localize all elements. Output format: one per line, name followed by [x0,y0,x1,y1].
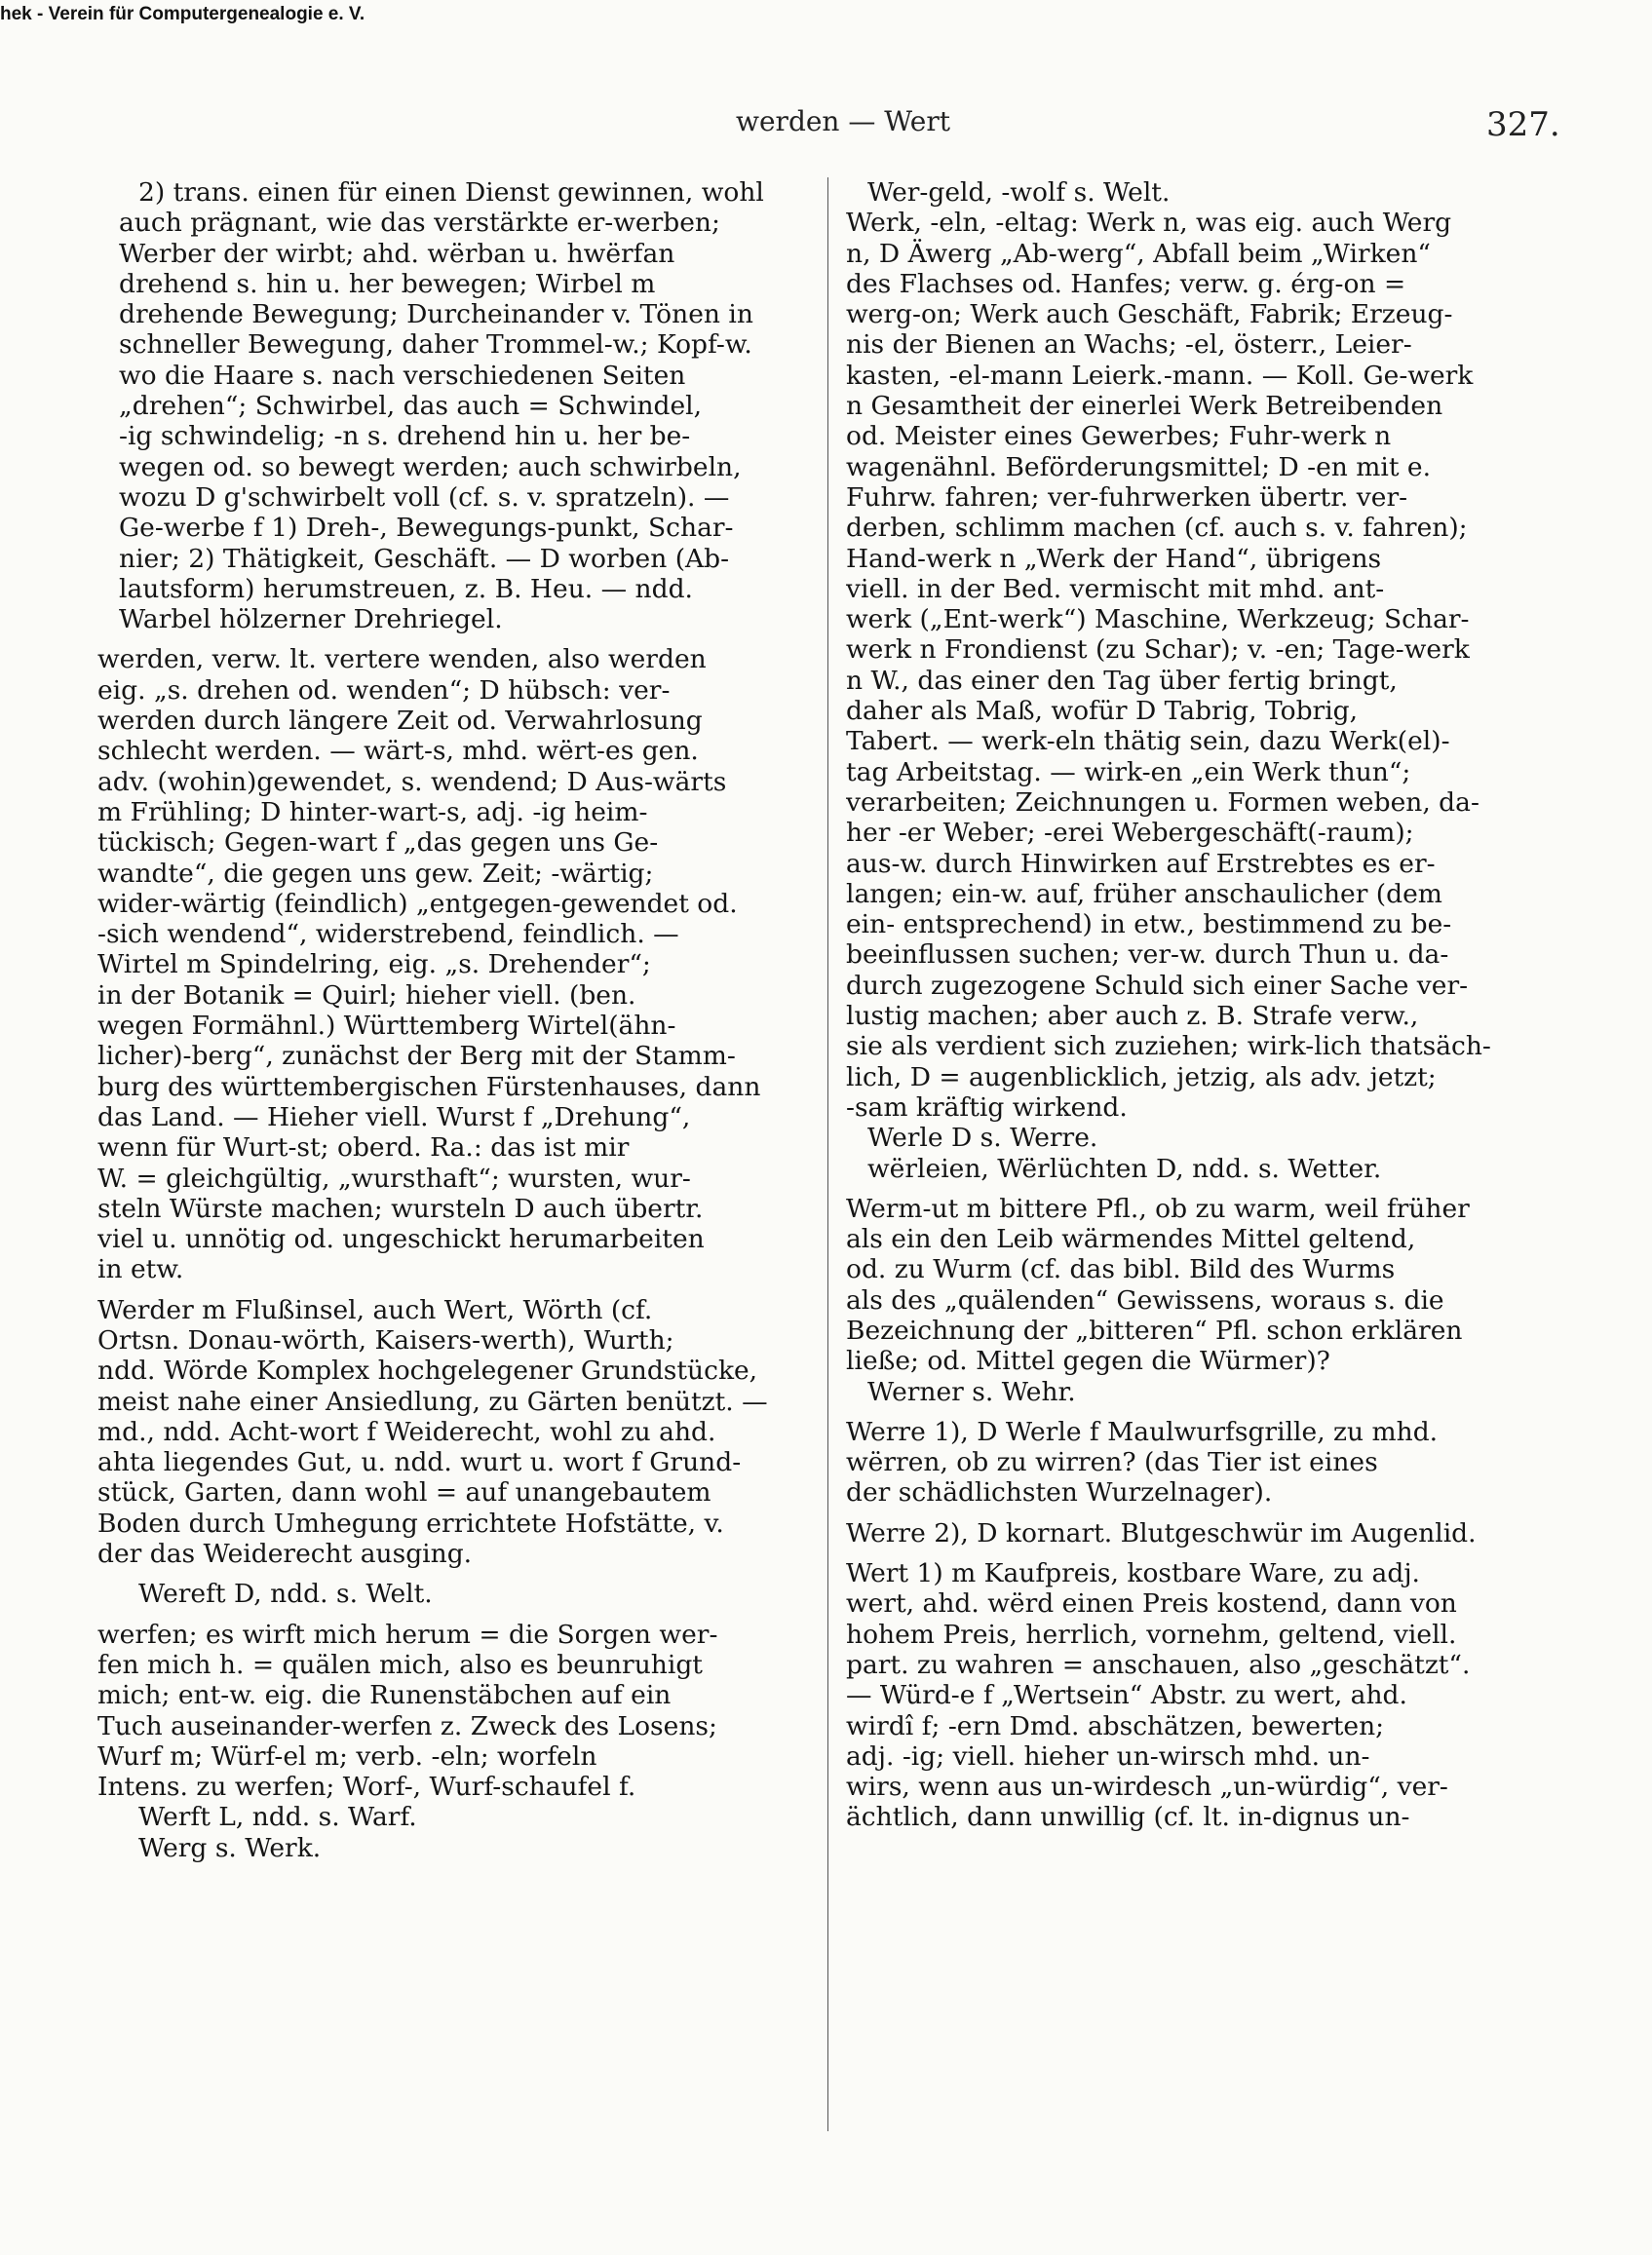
text-line: wider-wärtig (feindlich) „entgegen-gewendet od. [97,888,738,919]
text-line: werfen; es wirft mich herum = die Sorgen wer- [97,1619,718,1650]
page-number: 327. [1486,105,1560,144]
text-line: ndd. Wörde Komplex hochgelegener Grundstücke, [97,1356,758,1387]
text-line: drehende Bewegung; Durcheinander v. Tönen in [119,299,753,330]
text-line: beeinflussen suchen; ver-w. durch Thun u. da- [846,939,1449,971]
text-line: fen mich h. = quälen mich, also es beunruhigt [97,1649,703,1680]
text-line: daher als Maß, wofür D Tabrig, Tobrig, [846,696,1359,727]
text-line: licher)-berg“, zunächst der Berg mit der Stamm- [97,1041,736,1072]
page-header [0,105,1652,152]
text-line: durch zugezogene Schuld sich einer Sache ver- [846,970,1469,1001]
text-line: wegen od. so bewegt werden; auch schwirbeln, [119,451,742,482]
text-line: wert, ahd. wërd einen Preis kostend, dann von [846,1588,1457,1620]
text-line: Werm-ut m bittere Pfl., ob zu warm, weil früher [846,1193,1470,1224]
text-line: Tabert. — werk-eln thätig sein, dazu Werk(el)- [846,726,1450,757]
text-line: wirs, wenn aus un-wirdesch „un-würdig“, ver- [846,1772,1448,1803]
text-line: wozu D g'schwirbelt voll (cf. s. v. spratzeln). — [119,481,730,513]
text-line: burg des württembergischen Fürstenhauses, dann [97,1071,761,1102]
text-line: ächtlich, dann unwillig (cf. lt. in-dignus un- [846,1802,1410,1833]
text-line: od. Meister eines Gewerbes; Fuhr-werk n [846,421,1392,452]
column-divider [827,177,828,2131]
text-line: schlecht werden. — wärt-s, mhd. wërt-es gen. [97,736,699,767]
text-line: wërleien, Wërlüchten D, ndd. s. Wetter. [867,1153,1382,1184]
text-line: langen; ein-w. auf, früher anschaulicher (dem [846,878,1442,909]
text-line: werg-on; Werk auch Geschäft, Fabrik; Erzeug- [846,299,1453,330]
text-line: Tuch auseinander-werfen z. Zweck des Losens; [97,1710,717,1741]
text-line: Werk, -eln, -eltag: Werk n, was eig. auch Werg [846,208,1452,239]
text-line: wegen Formähnl.) Württemberg Wirtel(ähn- [97,1011,676,1042]
text-line: verarbeiten; Zeichnungen u. Formen weben, da- [846,786,1479,818]
text-line: „drehen“; Schwirbel, das auch = Schwindel, [119,391,703,422]
text-line: n W., das einer den Tag über fertig bringt, [846,665,1398,696]
text-line: 2) trans. einen für einen Dienst gewinnen, wohl [138,177,764,208]
text-line: sie als verdient sich zuziehen; wirk-lich thatsäch- [846,1031,1491,1062]
text-line: Werle D s. Werre. [867,1123,1098,1154]
text-line: nier; 2) Thätigkeit, Geschäft. — D worben (Ab- [119,543,730,574]
text-line: -ig schwindelig; -n s. drehend hin u. her be- [119,421,691,452]
text-line: m Frühling; D hinter-wart-s, adj. -ig heim- [97,796,648,827]
right-column [846,177,1562,1833]
text-line: in der Botanik = Quirl; hieher viell. (ben. [97,979,636,1011]
text-line: wandte“, die gegen uns gew. Zeit; -wärtig; [97,858,654,889]
text-line: Werft L, ndd. s. Warf. [138,1802,417,1833]
text-line: in etw. [97,1254,184,1285]
text-line: viel u. unnötig od. ungeschickt herumarbeiten [97,1224,705,1255]
text-line: Werber der wirbt; ahd. wërban u. hwërfan [119,238,675,269]
text-line: werk n Frondienst (zu Schar); v. -en; Tage-werk [846,634,1470,666]
text-line: eig. „s. drehen od. wenden“; D hübsch: ver- [97,674,671,706]
text-line: W. = gleichgültig, „wursthaft“; wursten, wur- [97,1163,691,1194]
text-line: n, D Äwerg „Ab-werg“, Abfall beim „Wirken“ [846,238,1431,269]
text-line: wenn für Wurt-st; oberd. Ra.: das ist mir [97,1132,630,1164]
text-line: ließe; od. Mittel gegen die Würmer)? [846,1346,1330,1377]
text-line: wo die Haare s. nach verschiedenen Seiten [119,360,686,391]
text-line: der schädlichsten Wurzelnager). [846,1477,1273,1509]
text-line: Wereft D, ndd. s. Welt. [138,1579,433,1610]
text-line: schneller Bewegung, daher Trommel-w.; Kopf-w. [119,329,752,361]
text-line: stück, Garten, dann wohl = auf unangebautem [97,1477,711,1509]
text-line: lich, D = augenblicklich, jetzig, als adv. jetzt; [846,1061,1437,1092]
text-line: od. zu Wurm (cf. das bibl. Bild des Wurms [846,1254,1396,1285]
text-line: Werre 2), D kornart. Blutgeschwür im Augenlid. [846,1517,1477,1548]
text-line: -sich wendend“, widerstrebend, feindlich. — [97,919,679,950]
text-line: der das Weiderecht ausging. [97,1539,473,1570]
text-line: Wurf m; Würf-el m; verb. -eln; worfeln [97,1740,597,1772]
text-line: -sam kräftig wirkend. [846,1091,1128,1123]
text-line: Boden durch Umhegung errichtete Hofstätte, v. [97,1508,724,1539]
text-line: ahta liegendes Gut, u. ndd. wurt u. wort f Grund- [97,1447,742,1478]
left-column [97,177,814,1863]
text-line: — Würd-e f „Wertsein“ Abstr. zu wert, ahd. [846,1680,1407,1711]
text-line: werk („Ent-werk“) Maschine, Werkzeug; Schar- [846,604,1470,635]
text-line: tag Arbeitstag. — wirk-en „ein Werk thun“; [846,756,1411,787]
text-line: Warbel hölzerner Drehriegel. [119,604,503,635]
text-line: Fuhrw. fahren; ver-fuhrwerken übertr. ver- [846,481,1408,513]
text-line: Werre 1), D Werle f Maulwurfsgrille, zu mhd. [846,1416,1439,1447]
text-line: Wert 1) m Kaufpreis, kostbare Ware, zu adj. [846,1558,1420,1589]
text-line: Hand-werk n „Werk der Hand“, übrigens [846,543,1382,574]
text-line: n Gesamtheit der einerlei Werk Betreibenden [846,391,1443,422]
text-line: als des „quälenden“ Gewissens, woraus s. die [846,1284,1444,1316]
text-line: derben, schlimm machen (cf. auch s. v. fahren); [846,513,1468,544]
text-line: mich; ent-w. eig. die Runenstäbchen auf ein [97,1680,672,1711]
text-line: wirdî f; -ern Dmd. abschätzen, bewerten; [846,1710,1385,1741]
text-line: aus-w. durch Hinwirken auf Erstrebtes es er- [846,848,1436,879]
text-line: drehend s. hin u. her bewegen; Wirbel m [119,268,656,299]
text-line: Wer-geld, -wolf s. Welt. [867,177,1171,208]
text-line: wërren, ob zu wirren? (das Tier ist eines [846,1447,1378,1478]
text-line: meist nahe einer Ansiedlung, zu Gärten benützt. — [97,1386,768,1417]
source-banner: hek - Verein für Computergenealogie e. V. [0,4,365,24]
text-line: adv. (wohin)gewendet, s. wendend; D Aus-wärts [97,766,727,797]
text-line: Wirtel m Spindelring, eig. „s. Drehender“; [97,949,651,980]
text-line: tückisch; Gegen-wart f „das gegen uns Ge- [97,827,659,859]
text-line: Werner s. Wehr. [867,1376,1076,1407]
text-line: md., ndd. Acht-wort f Weiderecht, wohl zu ahd. [97,1416,716,1447]
text-line: das Land. — Hieher viell. Wurst f „Drehung“, [97,1101,691,1132]
text-line: lautsform) herumstreuen, z. B. Heu. — ndd. [119,573,693,604]
text-line: adj. -ig; viell. hieher un-wirsch mhd. un- [846,1740,1370,1772]
text-line: Bezeichnung der „bitteren“ Pfl. schon erklären [846,1315,1463,1346]
text-line: her -er Weber; -erei Webergeschäft(-raum); [846,818,1414,849]
text-line: Ortsn. Donau-wörth, Kaisers-werth), Wurth; [97,1324,674,1356]
text-line: Werder m Flußinsel, auch Wert, Wörth (cf. [97,1294,653,1325]
text-line: wagenähnl. Beförderungsmittel; D -en mit e. [846,451,1432,482]
text-line: Ge-werbe f 1) Dreh-, Bewegungs-punkt, Schar- [119,513,734,544]
text-line: des Flachses od. Hanfes; verw. g. érg-on = [846,268,1406,299]
text-line: Werg s. Werk. [138,1832,322,1863]
text-line: als ein den Leib wärmendes Mittel geltend, [846,1224,1416,1255]
text-line: part. zu wahren = anschauen, also „geschätzt“. [846,1649,1471,1680]
text-line: ein- entsprechend) in etw., bestimmend zu be- [846,909,1452,940]
text-line: steln Würste machen; wursteln D auch übertr. [97,1193,704,1224]
text-line: werden, verw. lt. vertere wenden, also werden [97,644,707,675]
text-line: auch prägnant, wie das verstärkte er-werben; [119,208,720,239]
text-line: werden durch längere Zeit od. Verwahrlosung [97,706,703,737]
text-line: lustig machen; aber auch z. B. Strafe verw., [846,1001,1419,1032]
text-line: kasten, -el-mann Leierk.-mann. — Koll. Ge-werk [846,360,1474,391]
text-line: Intens. zu werfen; Worf-, Wurf-schaufel f. [97,1772,636,1803]
text-line: hohem Preis, herrlich, vornehm, geltend, viell. [846,1619,1457,1650]
text-line: viell. in der Bed. vermischt mit mhd. ant- [846,573,1385,604]
text-line: nis der Bienen an Wachs; -el, österr., Leier- [846,329,1412,361]
running-title: werden — Wert [736,105,950,137]
